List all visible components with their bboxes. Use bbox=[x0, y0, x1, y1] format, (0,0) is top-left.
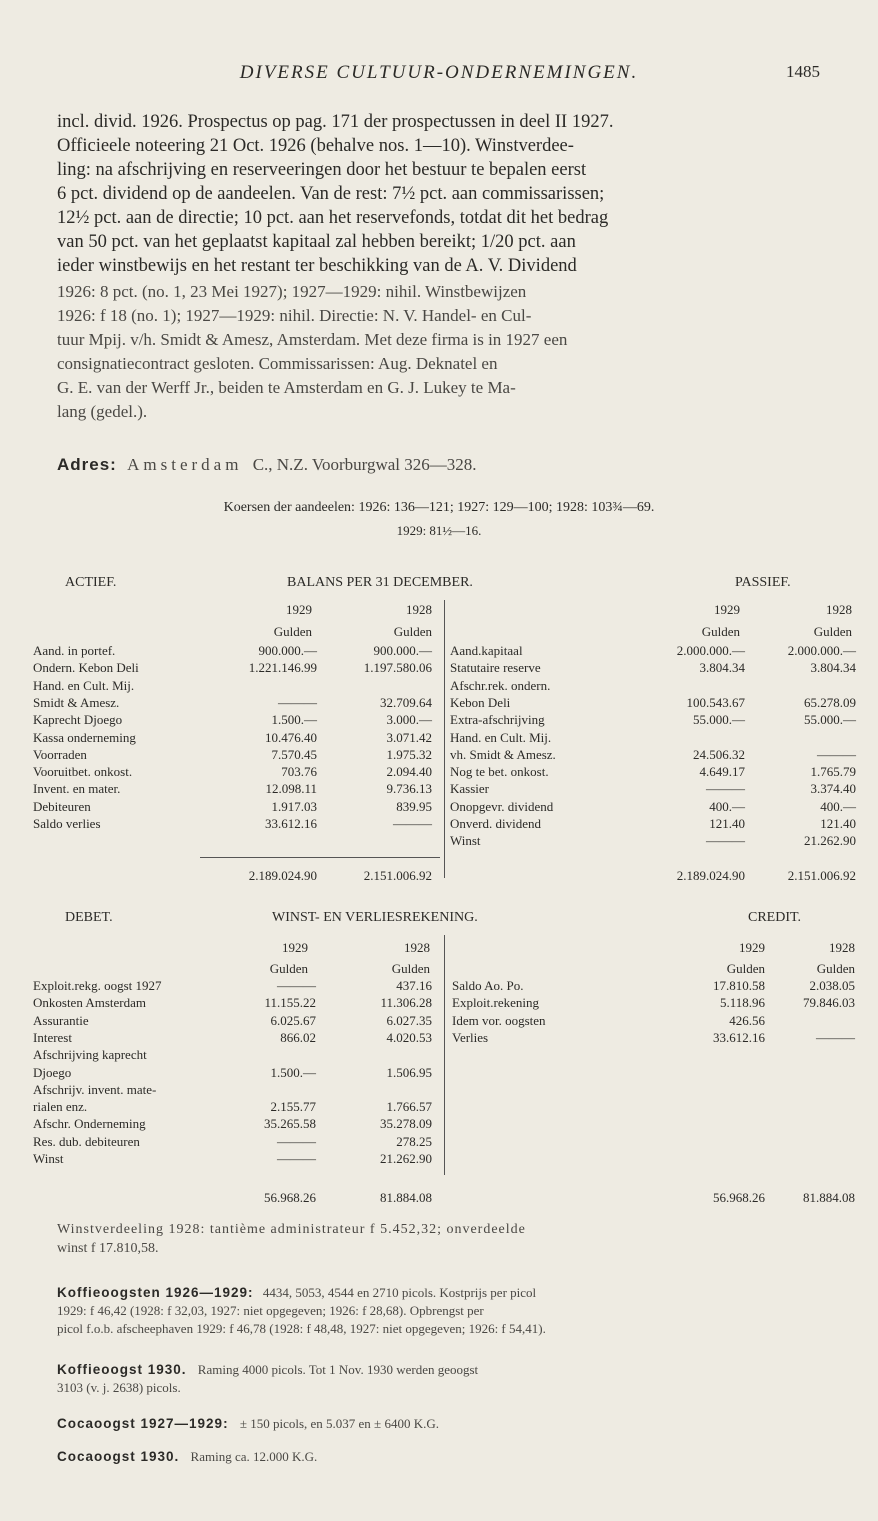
row-label: Idem vor. oogsten bbox=[452, 1012, 546, 1028]
address-label: Adres: bbox=[57, 455, 117, 474]
page-number: 1485 bbox=[786, 62, 820, 81]
row-value-1928: 3.000.— bbox=[386, 712, 432, 728]
body-line: van 50 pct. van het geplaatst kapitaal zal hebben bereikt; 1/20 pct. aan bbox=[57, 232, 576, 252]
koersen-line: 1929: 81½—16. bbox=[396, 523, 482, 538]
row-label: Kassier bbox=[450, 781, 489, 797]
row-value-1928: 3.071.42 bbox=[386, 729, 432, 745]
row-value-1928: 3.374.40 bbox=[810, 781, 856, 797]
row-label: Onkosten Amsterdam bbox=[33, 995, 147, 1011]
row-label: Debiteuren bbox=[33, 798, 91, 814]
body-line: 6 pct. dividend op de aandeelen. Van de rest: 7½ pct. aan commissarissen; bbox=[57, 184, 605, 204]
row-value-1928: 1.506.95 bbox=[386, 1064, 432, 1080]
unit-header: Gulden bbox=[273, 624, 312, 639]
row-value-1929: ——— bbox=[278, 694, 317, 710]
row-value-1928: 278.25 bbox=[396, 1133, 432, 1149]
body-line: incl. divid. 1926. Prospectus op pag. 171 der prospectussen in deel II 1927. bbox=[57, 112, 614, 132]
row-value-1928: ——— bbox=[393, 816, 432, 831]
koersen-line: Koersen der aandeelen: 1926: 136—121; 1927: 129—100; 1928: 103¾—69. bbox=[223, 500, 655, 515]
row-value-1928: 21.262.90 bbox=[804, 833, 856, 849]
koffie-line: picol f.o.b. afscheephaven 1929: f 46,78 (1928: f 48,48, 1927: niet opgegeven; 1926: f 54,41). bbox=[57, 1321, 546, 1336]
row-value-1929: 426.56 bbox=[729, 1012, 765, 1028]
row-label: Aand.kapitaal bbox=[450, 643, 523, 658]
row-label: Kaprecht Djoego bbox=[33, 712, 123, 728]
unit-header: Gulden bbox=[269, 961, 308, 976]
row-value-1928: 1.766.57 bbox=[386, 1099, 432, 1115]
row-label: Saldo Ao. Po. bbox=[452, 978, 524, 993]
row-value-1929: 703.76 bbox=[281, 764, 317, 780]
row-value-1928: 11.306.28 bbox=[380, 995, 432, 1011]
unit-header: Gulden bbox=[393, 624, 432, 639]
row-value-1928: 9.736.13 bbox=[386, 781, 432, 797]
row-value-1929: 5.118.96 bbox=[719, 995, 765, 1011]
total-value: 2.151.006.92 bbox=[363, 868, 432, 883]
row-value-1928: 21.262.90 bbox=[380, 1151, 432, 1166]
row-value-1929: 33.612.16 bbox=[713, 1029, 765, 1045]
row-value-1928: 4.020.53 bbox=[386, 1029, 432, 1045]
row-value-1929: ——— bbox=[706, 781, 745, 797]
row-label: Aand. in portef. bbox=[33, 643, 116, 658]
row-value-1928: 55.000.— bbox=[804, 712, 856, 728]
row-label: Assurantie bbox=[33, 1012, 89, 1028]
unit-header: Gulden bbox=[726, 961, 765, 976]
row-value-1928: 79.846.03 bbox=[803, 995, 855, 1011]
row-label: Nog te bet. onkost. bbox=[450, 764, 549, 780]
row-label: Afschrijving kaprecht bbox=[33, 1047, 147, 1063]
row-value-1928: 32.709.64 bbox=[380, 694, 432, 710]
row-value-1929: 3.804.34 bbox=[699, 660, 745, 676]
row-value-1929: 10.476.40 bbox=[265, 729, 317, 745]
row-value-1929: 1.917.03 bbox=[271, 798, 317, 814]
row-value-1928: 900.000.— bbox=[373, 643, 432, 658]
total-value: 81.884.08 bbox=[380, 1190, 432, 1205]
row-value-1928: 65.278.09 bbox=[804, 694, 856, 710]
row-label: Exploit.rekening bbox=[452, 995, 540, 1011]
unit-header: Gulden bbox=[391, 961, 430, 976]
row-value-1929: 121.40 bbox=[709, 816, 745, 831]
row-value-1928: 121.40 bbox=[820, 816, 856, 831]
row-label: vh. Smidt & Amesz. bbox=[450, 746, 556, 762]
cacao-text: ± 150 picols, en 5.037 en ± 6400 K.G. bbox=[239, 1416, 439, 1431]
body-line: G. E. van der Werff Jr., beiden te Amsterdam en G. J. Lukey te Ma- bbox=[57, 378, 516, 397]
row-label: Kebon Deli bbox=[450, 694, 511, 710]
row-value-1928: ——— bbox=[816, 1029, 855, 1045]
row-label: Extra-afschrijving bbox=[450, 712, 545, 728]
koffie1930-heading: Koffieoogst 1930. bbox=[57, 1362, 187, 1377]
row-value-1928: 2.038.05 bbox=[809, 978, 855, 993]
row-label: Smidt & Amesz. bbox=[33, 694, 120, 710]
unit-header: Gulden bbox=[813, 624, 852, 639]
year-header: 1929 bbox=[739, 940, 765, 955]
row-label: Res. dub. debiteuren bbox=[33, 1133, 140, 1149]
row-label: Voorraden bbox=[33, 746, 87, 762]
column-divider bbox=[444, 935, 445, 1175]
body-line: ling: na afschrijving en reserveeringen door het bestuur te bepalen eerst bbox=[57, 160, 587, 180]
cacao1930-text: Raming ca. 12.000 K.G. bbox=[190, 1449, 318, 1464]
balance-title: BALANS PER 31 DECEMBER. bbox=[287, 575, 473, 590]
unit-header: Gulden bbox=[701, 624, 740, 639]
row-value-1929: 35.265.58 bbox=[264, 1116, 316, 1132]
row-label: Afschr.rek. ondern. bbox=[450, 677, 551, 693]
row-value-1929: 2.155.77 bbox=[270, 1099, 316, 1115]
row-value-1928: 3.804.34 bbox=[810, 660, 856, 676]
row-label: Onverd. dividend bbox=[450, 816, 541, 831]
body-line: 12½ pct. aan de directie; 10 pct. aan het reservefonds, totdat dit het bedrag bbox=[57, 208, 609, 228]
year-header: 1928 bbox=[829, 940, 855, 955]
row-label: Hand. en Cult. Mij. bbox=[450, 729, 552, 745]
row-label: Kassa onderneming bbox=[33, 729, 136, 745]
year-header: 1929 bbox=[282, 940, 308, 955]
row-label: Verlies bbox=[452, 1029, 489, 1045]
year-header: 1928 bbox=[826, 602, 852, 617]
address-line bbox=[57, 455, 477, 475]
row-label: Winst bbox=[33, 1151, 64, 1166]
row-value-1928: 2.094.40 bbox=[386, 764, 432, 780]
row-value-1928: 437.16 bbox=[396, 978, 432, 993]
row-value-1929: 1.221.146.99 bbox=[248, 660, 317, 676]
row-value-1929: 1.500.— bbox=[271, 712, 317, 728]
address-street: C., N.Z. Voorburgwal 326—328. bbox=[252, 455, 477, 474]
year-header: 1929 bbox=[714, 602, 740, 617]
row-label: rialen enz. bbox=[33, 1099, 88, 1115]
cacao1930-heading: Cocaoogst 1930. bbox=[57, 1449, 180, 1464]
year-header: 1928 bbox=[406, 602, 432, 617]
row-label: Ondern. Kebon Deli bbox=[33, 660, 139, 676]
total-rule bbox=[200, 857, 440, 858]
koffie-line bbox=[57, 1285, 536, 1301]
row-value-1928: 1.975.32 bbox=[386, 746, 432, 762]
row-value-1928: 1.765.79 bbox=[810, 764, 856, 780]
credit-heading: CREDIT. bbox=[748, 910, 802, 925]
koffie-heading: Koffieoogsten 1926—1929: bbox=[57, 1285, 254, 1300]
column-divider bbox=[444, 600, 445, 878]
year-header: 1929 bbox=[286, 602, 312, 617]
row-value-1929: 17.810.58 bbox=[713, 978, 765, 993]
debet-heading: DEBET. bbox=[65, 910, 113, 925]
row-label: Invent. en mater. bbox=[33, 781, 121, 797]
row-value-1929: 24.506.32 bbox=[693, 746, 745, 762]
total-value: 2.151.006.92 bbox=[787, 868, 856, 883]
row-label: Interest bbox=[33, 1029, 72, 1045]
winstverdeeling-line: winst f 17.810,58. bbox=[57, 1241, 159, 1256]
body-line: ieder winstbewijs en het restant ter beschikking van de A. V. Dividend bbox=[57, 256, 577, 276]
total-value: 56.968.26 bbox=[713, 1190, 765, 1205]
row-label: Vooruitbet. onkost. bbox=[33, 764, 133, 780]
cacao-line bbox=[57, 1416, 439, 1432]
body-line: lang (gedel.). bbox=[57, 402, 148, 421]
row-value-1929: 7.570.45 bbox=[271, 746, 317, 762]
row-value-1929: 900.000.— bbox=[258, 643, 317, 658]
row-value-1928: 6.027.35 bbox=[386, 1012, 432, 1028]
row-value-1928: 839.95 bbox=[396, 798, 432, 814]
row-label: Saldo verlies bbox=[33, 816, 101, 831]
koffie1930-line: 3103 (v. j. 2638) picols. bbox=[57, 1380, 181, 1395]
total-value: 81.884.08 bbox=[803, 1190, 855, 1205]
row-label: Afschr. Onderneming bbox=[33, 1116, 146, 1132]
row-value-1928: ——— bbox=[817, 746, 856, 762]
koffie-text: 4434, 5053, 4544 en 2710 picols. Kostprijs per picol bbox=[262, 1285, 537, 1300]
row-value-1929: 100.543.67 bbox=[686, 694, 745, 710]
row-value-1929: ——— bbox=[706, 833, 745, 849]
passief-heading: PASSIEF. bbox=[735, 575, 791, 590]
row-value-1929: 6.025.67 bbox=[270, 1012, 316, 1028]
koffie-line: 1929: f 46,42 (1928: f 32,03, 1927: niet opgegeven; 1926: f 28,68). Opbrengst per bbox=[57, 1303, 484, 1318]
row-label: Statutaire reserve bbox=[450, 660, 541, 676]
winstverdeeling-line: Winstverdeeling 1928: tantième administrateur f 5.452,32; onverdeelde bbox=[57, 1222, 526, 1237]
row-value-1929: ——— bbox=[277, 1151, 316, 1166]
row-value-1929: 33.612.16 bbox=[265, 816, 317, 831]
row-value-1929: 2.000.000.— bbox=[676, 643, 745, 658]
row-value-1928: 35.278.09 bbox=[380, 1116, 432, 1132]
cacao-heading: Cocaoogst 1927—1929: bbox=[57, 1416, 229, 1431]
address-city: Amsterdam bbox=[127, 455, 243, 474]
row-value-1929: 4.649.17 bbox=[699, 764, 745, 780]
koffie1930-line bbox=[57, 1362, 478, 1378]
row-value-1928: 400.— bbox=[820, 798, 856, 814]
year-header: 1928 bbox=[404, 940, 430, 955]
winst-title: WINST- EN VERLIESREKENING. bbox=[272, 910, 478, 925]
row-value-1929: 12.098.11 bbox=[265, 781, 317, 797]
row-label: Onopgevr. dividend bbox=[450, 798, 554, 814]
row-value-1929: 55.000.— bbox=[693, 712, 745, 728]
row-value-1928: 2.000.000.— bbox=[787, 643, 856, 658]
body-line: 1926: f 18 (no. 1); 1927—1929: nihil. Directie: N. V. Handel- en Cul- bbox=[57, 306, 532, 325]
cacao1930-line bbox=[57, 1449, 317, 1465]
row-value-1929: 866.02 bbox=[280, 1029, 316, 1045]
koffie1930-text: Raming 4000 picols. Tot 1 Nov. 1930 werden geoogst bbox=[197, 1362, 479, 1377]
row-label: Winst bbox=[450, 833, 481, 849]
total-value: 2.189.024.90 bbox=[676, 868, 745, 883]
row-value-1928: 1.197.580.06 bbox=[363, 660, 432, 676]
body-line: consignatiecontract gesloten. Commissarissen: Aug. Deknatel en bbox=[57, 354, 498, 373]
row-value-1929: 400.— bbox=[709, 798, 745, 814]
body-line: Officieele noteering 21 Oct. 1926 (behalve nos. 1—10). Winstverdee- bbox=[57, 136, 574, 156]
body-line: tuur Mpij. v/h. Smidt & Amesz, Amsterdam. Met deze firma is in 1927 een bbox=[57, 330, 568, 349]
row-value-1929: ——— bbox=[277, 1133, 316, 1149]
row-value-1929: 11.155.22 bbox=[264, 995, 316, 1011]
unit-header: Gulden bbox=[816, 961, 855, 976]
running-title: DIVERSE CULTUUR-ONDERNEMINGEN. bbox=[239, 62, 639, 83]
row-label: Afschrijv. invent. mate- bbox=[33, 1081, 157, 1097]
body-line: 1926: 8 pct. (no. 1, 23 Mei 1927); 1927—1929: nihil. Winstbewijzen bbox=[57, 282, 527, 301]
row-label: Exploit.rekg. oogst 1927 bbox=[33, 978, 162, 993]
actief-heading: ACTIEF. bbox=[65, 575, 117, 590]
row-label: Djoego bbox=[33, 1064, 72, 1080]
total-value: 56.968.26 bbox=[264, 1190, 316, 1205]
total-value: 2.189.024.90 bbox=[248, 868, 317, 883]
row-label: Hand. en Cult. Mij. bbox=[33, 677, 135, 693]
row-value-1929: 1.500.— bbox=[270, 1064, 316, 1080]
row-value-1929: ——— bbox=[277, 978, 316, 993]
